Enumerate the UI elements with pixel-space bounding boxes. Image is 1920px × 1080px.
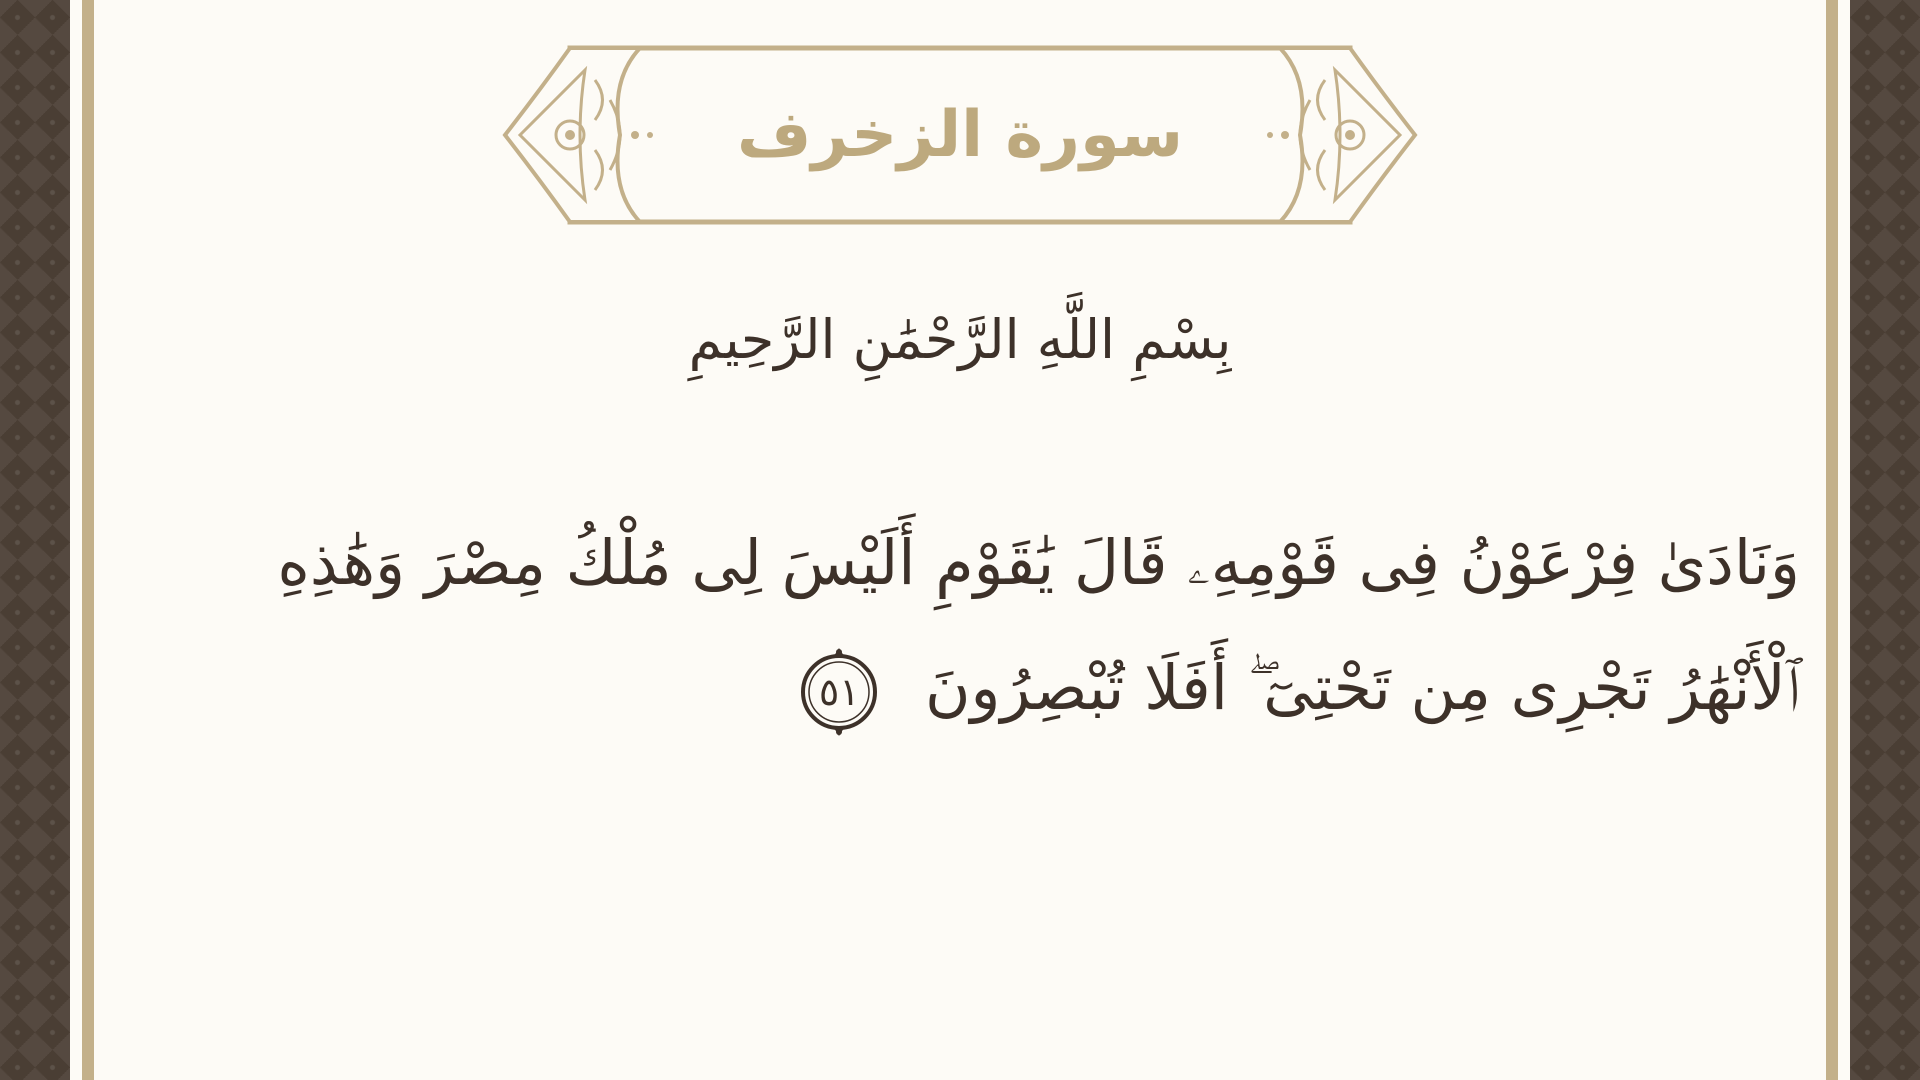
ayah-number: ٥١ (818, 669, 860, 714)
right-pattern-border (1850, 0, 1920, 1080)
ayah-text: وَنَادَىٰ فِرْعَوْنُ فِى قَوْمِهِۦ قَالَ يَٰقَوْمِ أَلَيْسَ لِى مُلْكُ مِصْرَ وَهَٰذِهِ ٱلْأَنْهَٰرُ تَجْرِى مِن تَحْتِىٓ ۖ أَفَلَا تُبْصِرُونَ (277, 526, 1800, 724)
ayah-number-marker (793, 646, 885, 738)
surah-title-frame (500, 40, 1420, 230)
left-pattern-border (0, 0, 70, 1080)
ayah-block (140, 500, 1800, 750)
surah-title: سورة الزخرف (736, 98, 1184, 172)
left-gold-rule (82, 0, 94, 1080)
right-gold-rule (1826, 0, 1838, 1080)
basmala: بِسْمِ اللَّهِ الرَّحْمَٰنِ الرَّحِيمِ (688, 308, 1232, 371)
